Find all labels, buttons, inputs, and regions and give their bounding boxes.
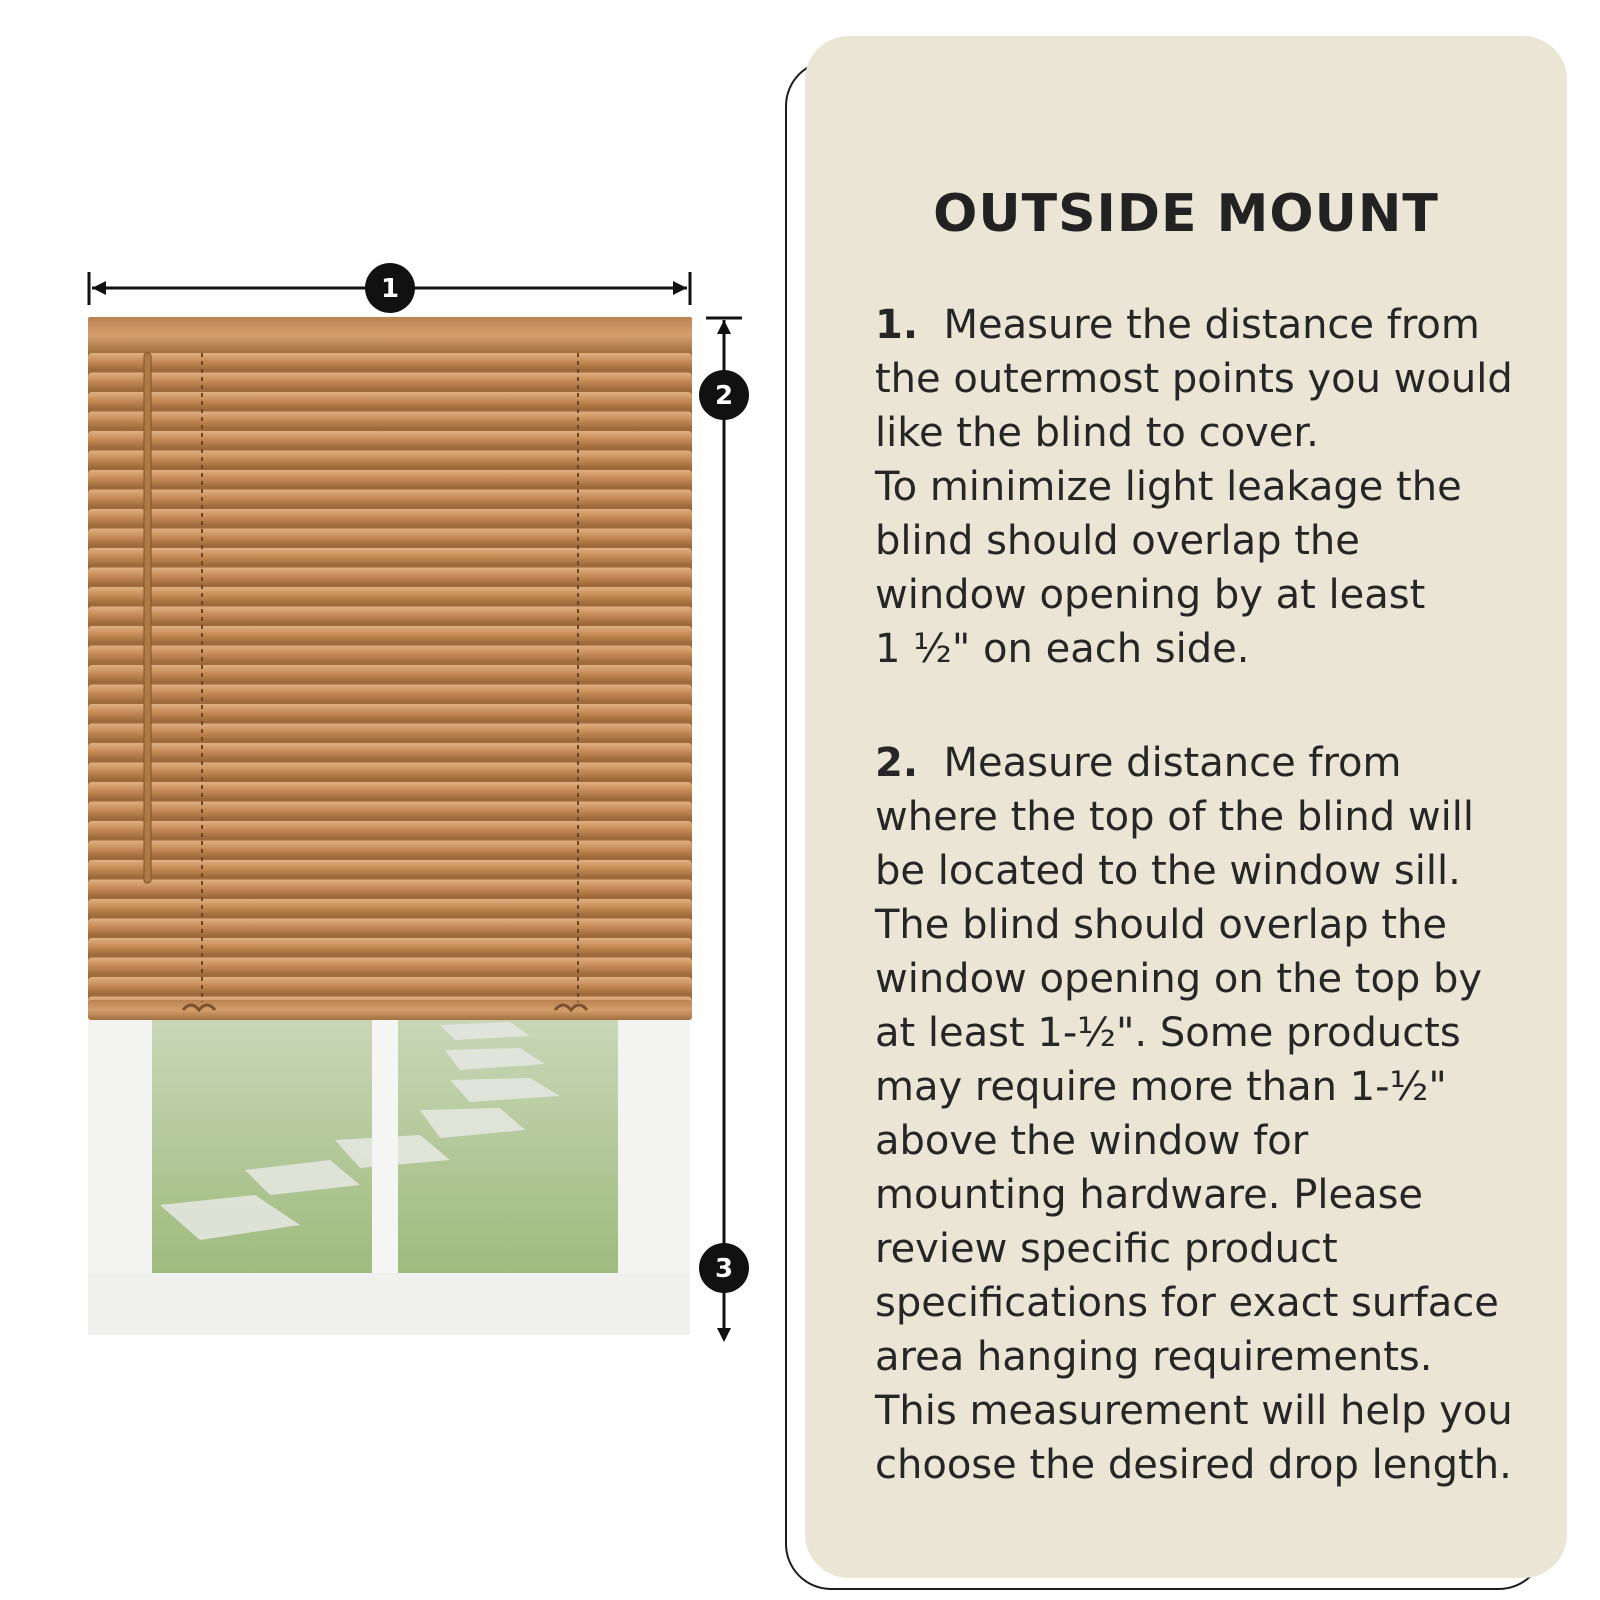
blind-slat — [88, 919, 692, 936]
drop-dimension — [706, 318, 742, 1342]
window-sill — [88, 1273, 690, 1335]
blind-slat — [88, 899, 692, 916]
blind-slat — [88, 763, 692, 780]
blind-slat — [88, 724, 692, 741]
blind-slat — [88, 704, 692, 721]
blind-slat — [88, 880, 692, 897]
marker-3 — [699, 1243, 749, 1293]
step-2 — [875, 736, 1535, 1492]
step-2-number: 2. — [875, 740, 919, 786]
blind-slat — [88, 685, 692, 702]
blind-slat — [88, 607, 692, 624]
blind-slat — [88, 451, 692, 468]
step-1 — [875, 298, 1535, 676]
blind-slat — [88, 646, 692, 663]
marker-2-label: 2 — [714, 381, 734, 411]
blind-slat — [88, 977, 692, 994]
blind-slat — [88, 568, 692, 585]
window-mullion — [372, 1015, 398, 1277]
step-2-text: Measure distance from where the top of the blind will be located to the window sill. The blind should overlap the window opening on the top by at least 1-½". Some products may require more than 1-½" above the window for mounting hardware. Please review specific product specifications for exact surface area hanging requirements. This measurement will help you choose the desired drop length. — [875, 740, 1513, 1488]
blind-slat — [88, 821, 692, 838]
marker-1-label: 1 — [380, 274, 400, 304]
tilt-wand — [144, 353, 151, 883]
step-1-number: 1. — [875, 302, 919, 348]
blind-slat — [88, 665, 692, 682]
blind-slat — [88, 373, 692, 390]
blind-slat — [88, 841, 692, 858]
blind-slat — [88, 802, 692, 819]
instruction-panel — [805, 36, 1567, 1578]
blind-slat — [88, 782, 692, 799]
blind-slat — [88, 587, 692, 604]
horizontal-blind-icon — [88, 317, 692, 1020]
blind-slat — [88, 548, 692, 565]
blind-slat — [88, 938, 692, 955]
blind-slat — [88, 626, 692, 643]
blind-slat — [88, 353, 692, 370]
marker-1 — [365, 263, 415, 313]
blind-slat — [88, 529, 692, 546]
panel-title: OUTSIDE MOUNT — [933, 184, 1439, 244]
blind-headrail — [88, 317, 692, 353]
blind-slat — [88, 743, 692, 760]
step-1-text: Measure the distance from the outermost points you would like the blind to cover. To minimize light leakage the blind should overlap the window opening by at least 1 ½" on each side. — [875, 302, 1513, 672]
blind-slat — [88, 392, 692, 409]
blind-slat — [88, 860, 692, 877]
blind-slat — [88, 431, 692, 448]
blind-bottom-rail — [88, 1000, 692, 1020]
marker-2 — [699, 370, 749, 420]
blind-slat — [88, 412, 692, 429]
window-icon — [88, 1015, 690, 1335]
blind-slat — [88, 509, 692, 526]
blind-slat — [88, 490, 692, 507]
blind-slat — [88, 470, 692, 487]
blind-slat — [88, 958, 692, 975]
outside-mount-illustration — [0, 0, 780, 1600]
marker-3-label: 3 — [714, 1254, 734, 1284]
